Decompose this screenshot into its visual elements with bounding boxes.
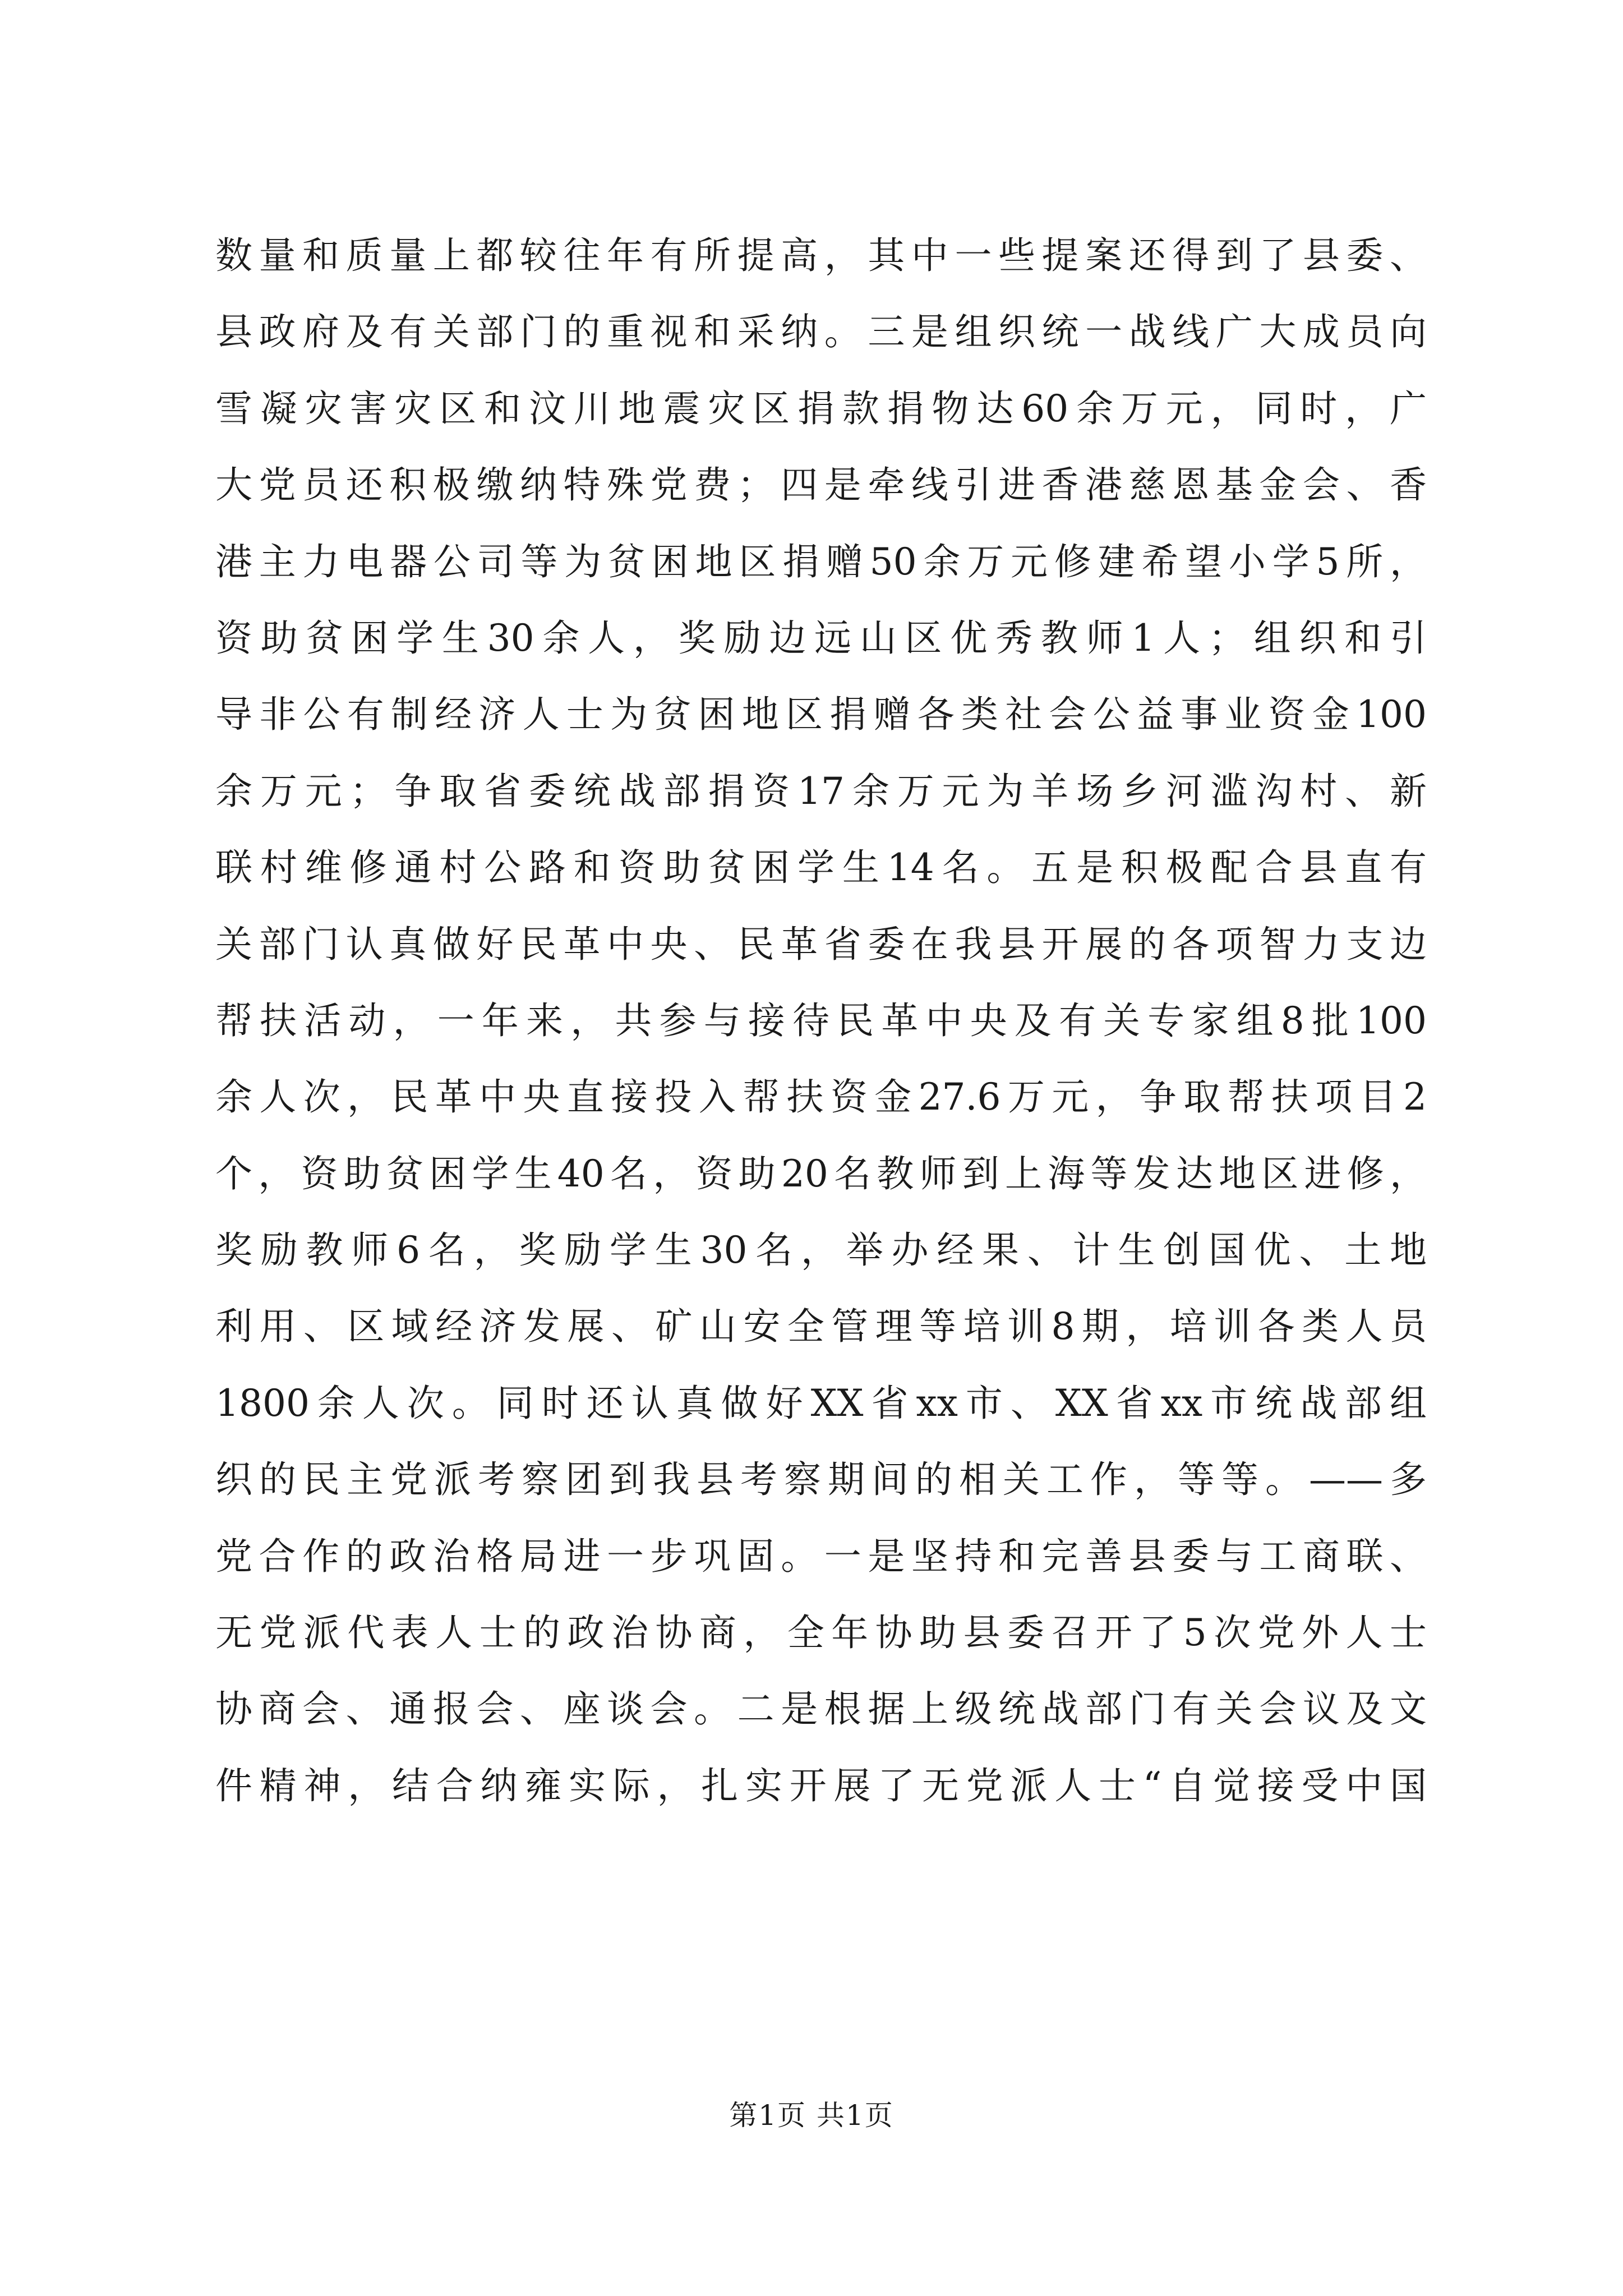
body-paragraph (215, 218, 1427, 1824)
text-line: 织的民主党派考察团到我县考察期间的相关工作，等等。——多 (215, 1458, 1427, 1502)
page-number-label: 第1页 共1页 (729, 2099, 894, 2132)
text-line: 奖励教师6名，奖励学生30名，举办经果、计生创国优、土地 (215, 1228, 1427, 1272)
text-line: 余万元；争取省委统战部捐资17余万元为羊场乡河滥沟村、新 (215, 769, 1427, 813)
text-line: 联村维修通村公路和资助贫困学生14名。五是积极配合县直有 (215, 846, 1427, 890)
page-footer (0, 2096, 1623, 2135)
text-line: 大党员还积极缴纳特殊党费；四是牵线引进香港慈恩基金会、香 (215, 463, 1427, 507)
text-line: 件精神，结合纳雍实际，扎实开展了无党派人士“自觉接受中国 (215, 1764, 1427, 1807)
text-line: 数量和质量上都较往年有所提高，其中一些提案还得到了县委、 (215, 234, 1427, 277)
text-line: 1800余人次。同时还认真做好XX省xx市、XX省xx市统战部组 (215, 1381, 1427, 1425)
text-line: 余人次，民革中央直接投入帮扶资金27.6万元，争取帮扶项目2 (215, 1075, 1427, 1119)
text-line: 无党派代表人士的政治协商，全年协助县委召开了5次党外人士 (215, 1611, 1427, 1655)
text-line: 雪凝灾害灾区和汶川地震灾区捐款捐物达60余万元，同时，广 (215, 386, 1427, 430)
text-line: 协商会、通报会、座谈会。二是根据上级统战部门有关会议及文 (215, 1687, 1427, 1731)
text-line: 导非公有制经济人士为贫困地区捐赠各类社会公益事业资金100 (215, 693, 1427, 737)
text-line: 资助贫困学生30余人，奖励边远山区优秀教师1人；组织和引 (215, 616, 1427, 660)
text-line: 个，资助贫困学生40名，资助20名教师到上海等发达地区进修， (215, 1152, 1427, 1195)
text-line: 帮扶活动，一年来，共参与接待民革中央及有关专家组8批100 (215, 999, 1427, 1042)
text-line: 利用、区域经济发展、矿山安全管理等培训8期，培训各类人员 (215, 1305, 1427, 1349)
text-line: 党合作的政治格局进一步巩固。一是坚持和完善县委与工商联、 (215, 1534, 1427, 1578)
text-line: 港主力电器公司等为贫困地区捐赠50余万元修建希望小学5所， (215, 540, 1427, 583)
text-line: 关部门认真做好民革中央、民革省委在我县开展的各项智力支边 (215, 922, 1427, 966)
text-line: 县政府及有关部门的重视和采纳。三是组织统一战线广大成员向 (215, 310, 1427, 354)
